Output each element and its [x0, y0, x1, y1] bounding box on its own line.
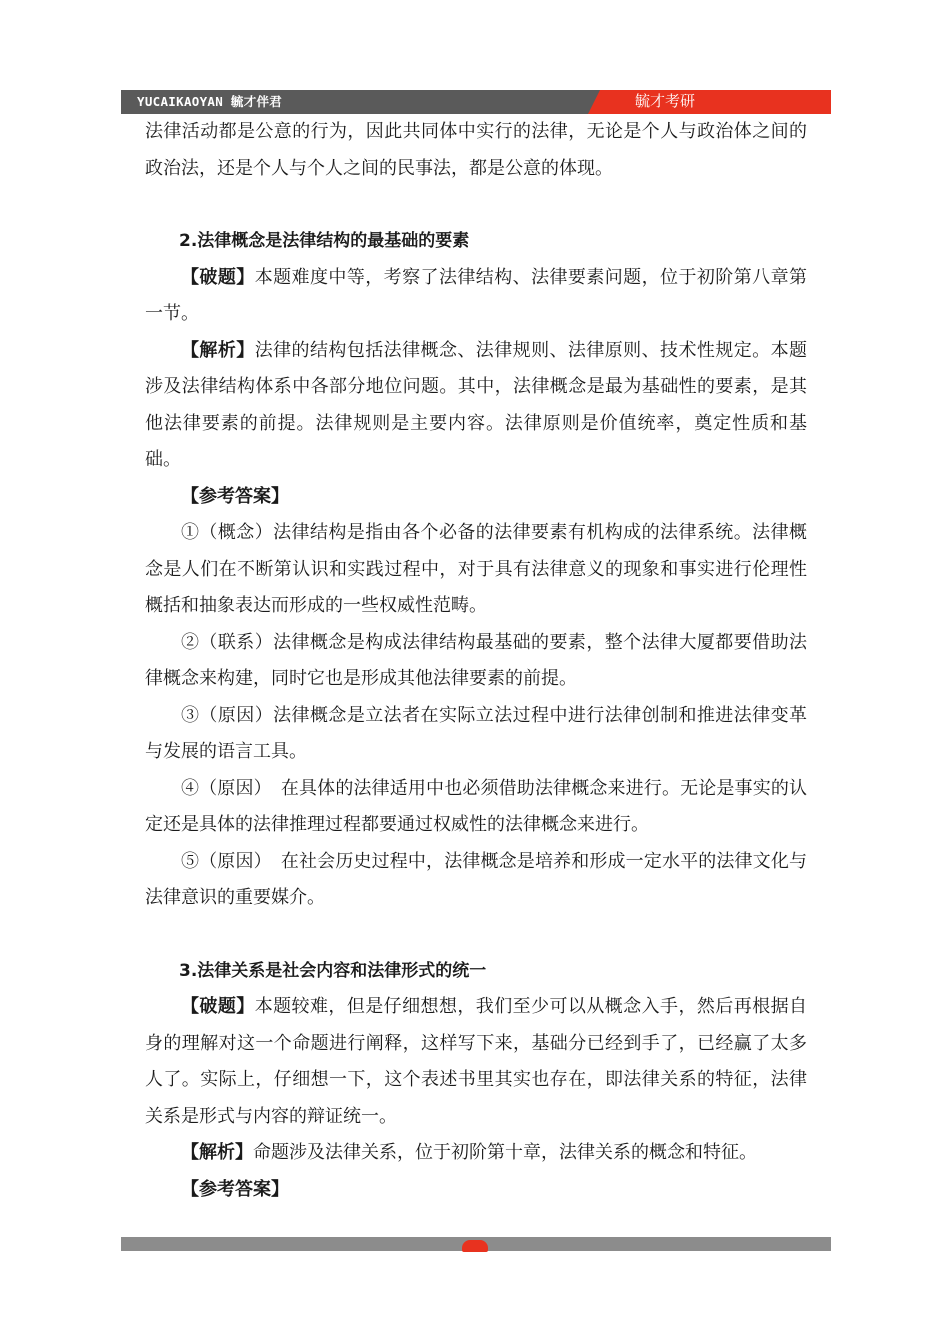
q3-poti-tag: 【破题】: [181, 996, 255, 1017]
q2-answer-item: ①（概念）法律结构是指由各个必备的法律要素有机构成的法律系统。法律概念是人们在不断第认识和实践过程中，对于具有法律意义的现象和事实进行伦理性概括和抽象表达而形成的一些权威性范畴。: [145, 522, 807, 616]
header-brand-text: 毓才考研: [635, 92, 696, 110]
document-body: [145, 114, 807, 1208]
header-left-text: YUCAIKAOYAN 毓才伴君: [137, 94, 283, 109]
q2-poti-text: 本题难度中等，考察了法律结构、法律要素问题，位于初阶第八章第一节。: [145, 266, 808, 324]
q3-jiexi-text: 命题涉及法律关系，位于初阶第十章，法律关系的概念和特征。: [253, 1142, 757, 1163]
q2-poti-paragraph: [145, 260, 807, 333]
q3-answer-tag: 【参考答案】: [181, 1178, 289, 1200]
q2-jiexi-paragraph: [145, 333, 807, 479]
q2-answer-item: ④（原因） 在具体的法律适用中也必须借助法律概念来进行。无论是事实的认定还是具体的法律推理过程都要通过权威性的法律概念来进行。: [145, 777, 807, 835]
q2-heading: 2.法律概念是法律结构的最基础的要素: [179, 231, 470, 251]
q3-answer-heading: [145, 1172, 807, 1209]
footer-page-marker: [462, 1240, 488, 1252]
q2-answer-heading: [145, 479, 807, 516]
header-accent-block: [588, 90, 831, 114]
q2-jiexi-tag: 【解析】: [181, 339, 255, 361]
q3-poti-paragraph: [145, 989, 807, 1135]
q2-answer-item: ②（联系）法律概念是构成法律结构最基础的要素，整个法律大厦都要借助法律概念来构建，同时它也是形成其他法律要素的前提。: [145, 631, 807, 689]
q2-answer-tag: 【参考答案】: [181, 485, 289, 507]
q3-jiexi-paragraph: [145, 1135, 807, 1172]
q2-answer-item: ③（原因）法律概念是立法者在实际立法过程中进行法律创制和推进法律变革与发展的语言工具。: [145, 704, 807, 762]
q3-jiexi-tag: 【解析】: [181, 1142, 253, 1163]
q3-poti-text: 本题较难，但是仔细想想，我们至少可以从概念入手，然后再根据自身的理解对这一个命题进行阐释，这样写下来，基础分已经到手了，已经赢了太多人了。实际上，仔细想一下，这个表述书里其实也存在，即法律关系的特征，法律关系是形式与内容的辩证统一。: [145, 996, 808, 1127]
q3-heading: 3.法律关系是社会内容和法律形式的统一: [179, 960, 487, 981]
intro-paragraph: 法律活动都是公意的行为，因此共同体中实行的法律，无论是个人与政治体之间的政治法，还是个人与个人之间的民事法，都是公意的体现。: [145, 121, 807, 179]
q2-answer-item: ⑤（原因） 在社会历史过程中，法律概念是培养和形成一定水平的法律文化与法律意识的重要媒介。: [145, 850, 807, 908]
q2-poti-tag: 【破题】: [181, 266, 255, 288]
q2-jiexi-text: 法律的结构包括法律概念、法律规则、法律原则、技术性规定。本题涉及法律结构体系中各部分地位问题。其中，法律概念是最为基础性的要素，是其他法律要素的前提。法律规则是主要内容。法律原则是价值统率，奠定性质和基础。: [145, 339, 808, 470]
